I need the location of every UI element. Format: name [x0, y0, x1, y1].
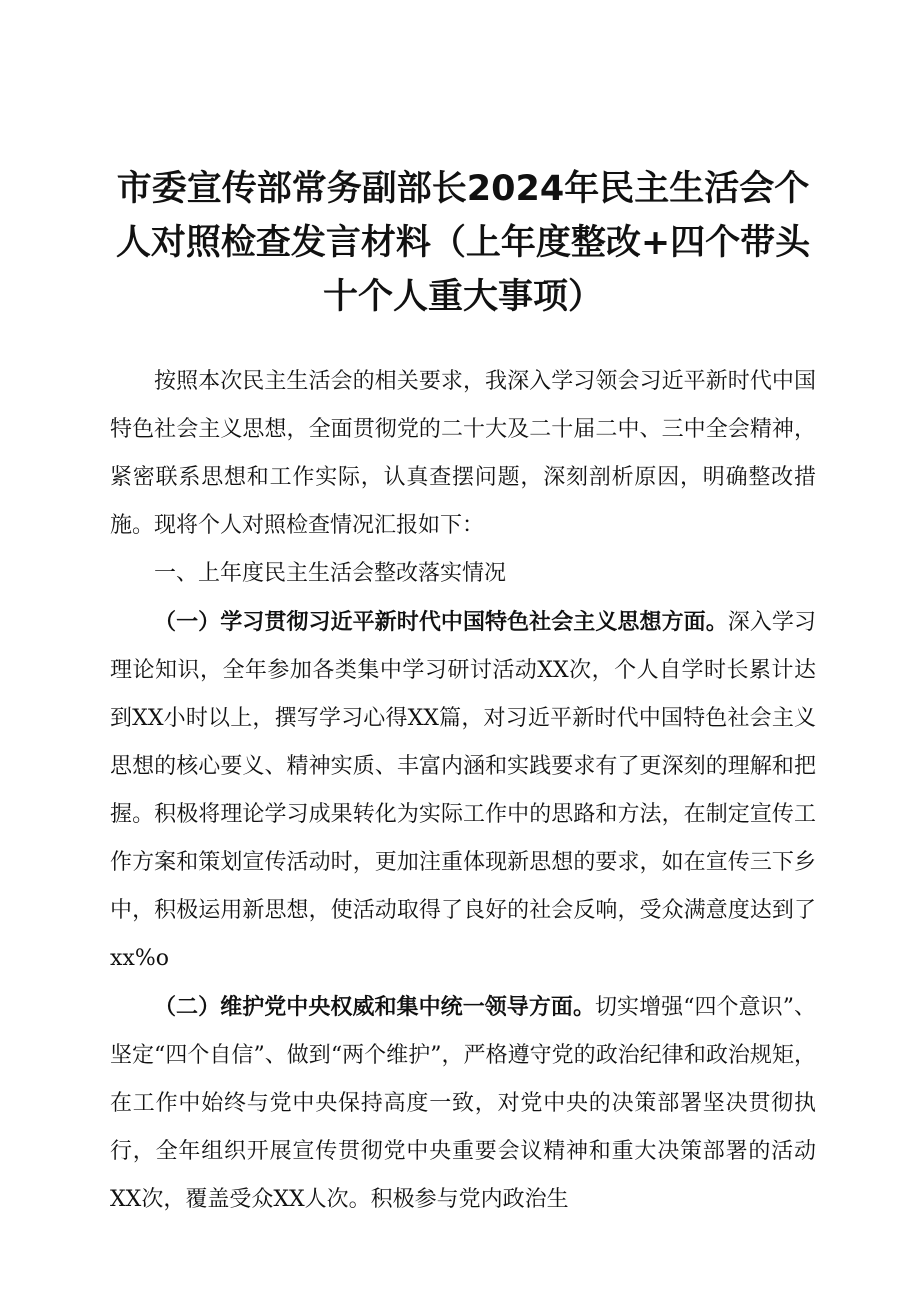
item-paragraph-2 — [110, 983, 816, 1224]
item-body-1: 深入学习理论知识，全年参加各类集中学习研讨活动XX次，个人自学时长累计达到XX小时以上，撰写学习心得XX篇，对习近平新时代中国特色社会主义思想的核心要义、精神实质、丰富内涵和实践要求有了更深刻的理解和把握。积极将理论学习成果转化为实际工作中的思路和方法，在制定宣传工作方案和策划宣传活动时，更加注重体现新思想的要求，如在宣传三下乡中，积极运用新思想，使活动取得了良好的社会反响，受众满意度达到了xx%o — [110, 610, 816, 971]
document-title — [110, 162, 816, 324]
intro-paragraph: 按照本次民主生活会的相关要求，我深入学习领会习近平新时代中国特色社会主义思想，全面贯彻党的二十大及二十届二中、三中全会精神，紧密联系思想和工作实际，认真查摆问题，深刻剖析原因，明确整改措施。现将个人对照检查情况汇报如下： — [110, 369, 816, 538]
document-body — [110, 358, 816, 1224]
title-line-2: 人对照检查发言材料（上年度整改+四个带头 — [115, 223, 811, 263]
title-line-1: 市委宣传部常务副部长2024年民主生活会个 — [116, 169, 810, 209]
item-body-2: 切实增强“四个意识”、坚定“四个自信”、做到“两个维护”，严格遵守党的政治纪律和政治规矩，在工作中始终与党中央保持高度一致，对党中央的决策部署坚决贯彻执行，全年组织开展宣传贯彻党中央重要会议精神和重大决策部署的活动XX次，覆盖受众XX人次。积极参与党内政治生 — [110, 995, 816, 1212]
item-paragraph-1 — [110, 598, 816, 983]
section-heading-1: 一、上年度民主生活会整改落实情况 — [154, 561, 507, 586]
item-lead-2: （二）维护党中央权威和集中统一领导方面。 — [154, 994, 595, 1020]
item-lead-1: （一）学习贯彻习近平新时代中国特色社会主义思想方面。 — [154, 609, 728, 635]
title-line-3: 十个人重大事项） — [322, 277, 603, 317]
